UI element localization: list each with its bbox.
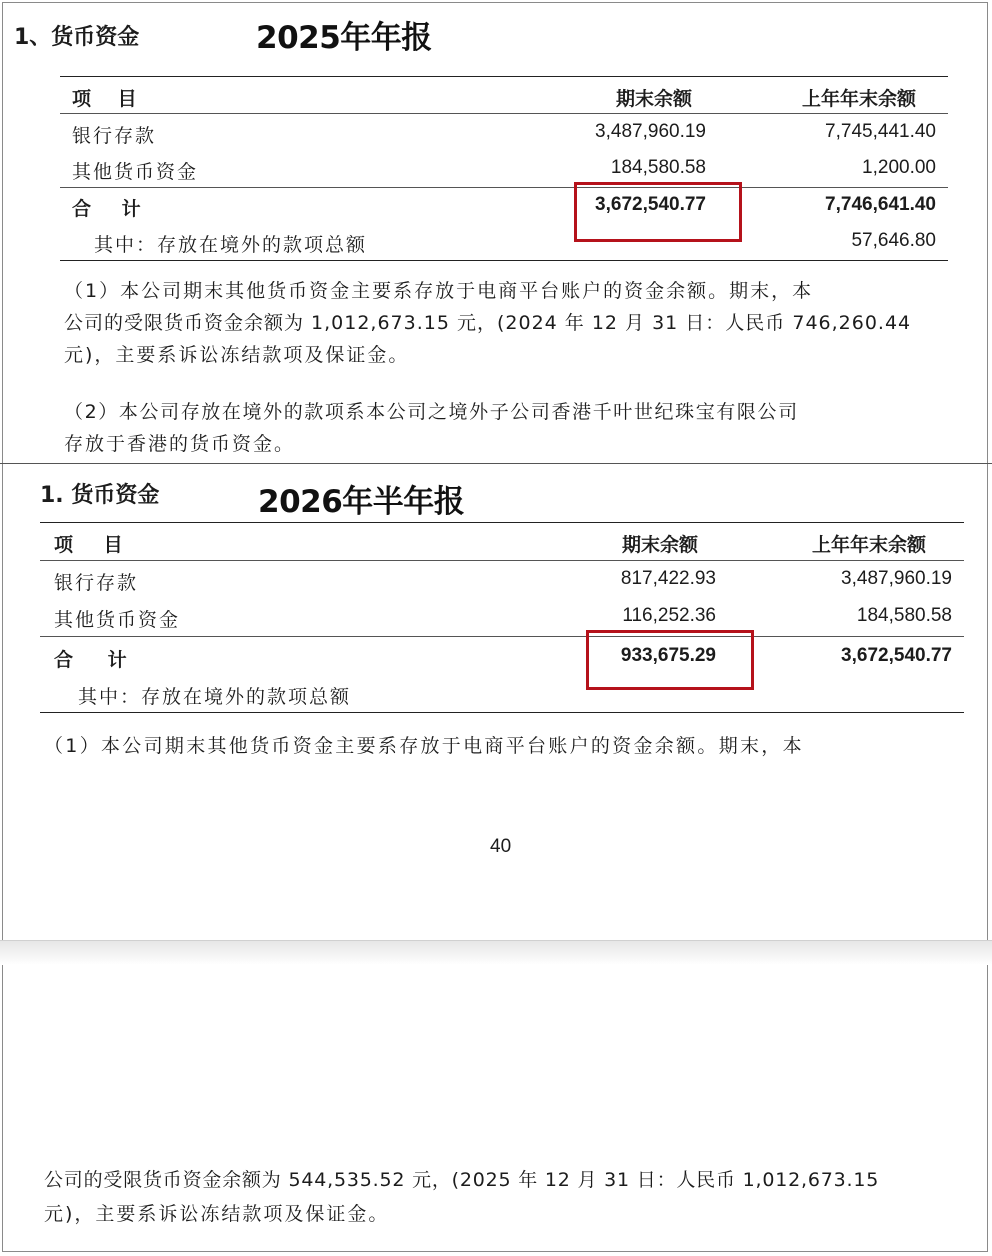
- note-line: 公司的受限货币资金余额为 1,012,673.15 元，(2024 年 12 月 31 日：人民币 746,260.44: [64, 312, 912, 334]
- table-top-rule: [60, 76, 948, 77]
- note-line: （2）本公司存放在境外的款项系本公司之境外子公司香港千叶世纪珠宝有限公司: [64, 401, 799, 423]
- note-line: 元)，主要系诉讼冻结款项及保证金。: [44, 1203, 390, 1225]
- total-end-value: 3,672,540.77: [595, 194, 706, 215]
- report-badge: 2025年年报: [256, 20, 432, 56]
- header-item: 项 目: [54, 534, 135, 556]
- header-prev-balance: 上年年末余额: [802, 88, 917, 110]
- section-title: 1. 货币资金: [40, 483, 160, 508]
- total-label: 合 计: [72, 198, 153, 220]
- total-prev-value: 3,672,540.77: [841, 645, 952, 666]
- page-break: [0, 940, 992, 965]
- highlight-box: [586, 630, 754, 690]
- overseas-label: 其中：存放在境外的款项总额: [78, 686, 352, 708]
- row-prev-value: 184,580.58: [856, 605, 952, 626]
- header-rule: [60, 113, 948, 114]
- row-label: 银行存款: [72, 125, 157, 147]
- total-end-value: 933,675.29: [620, 645, 716, 666]
- row-label: 银行存款: [54, 572, 139, 594]
- table-bottom-rule: [60, 260, 948, 261]
- header-prev-balance: 上年年末余额: [812, 534, 927, 556]
- overseas-prev-value: 57,646.80: [851, 230, 936, 251]
- highlight-box: [574, 182, 742, 242]
- row-label: 其他货币资金: [72, 161, 199, 183]
- header-rule: [40, 560, 964, 561]
- total-label: 合 计: [54, 649, 141, 671]
- row-prev-value: 3,487,960.19: [841, 568, 952, 589]
- total-prev-value: 7,746,641.40: [825, 194, 936, 215]
- note-line: 公司的受限货币资金余额为 544,535.52 元，(2025 年 12 月 31 日：人民币 1,012,673.15: [44, 1169, 880, 1191]
- report-badge: 2026年半年报: [258, 484, 465, 520]
- page-number: 40: [490, 836, 512, 857]
- note-line: 元)，主要系诉讼冻结款项及保证金。: [64, 344, 410, 366]
- overseas-label: 其中：存放在境外的款项总额: [94, 234, 368, 256]
- row-label: 其他货币资金: [54, 609, 181, 631]
- note-line: （1）本公司期末其他货币资金主要系存放于电商平台账户的资金余额。期末，本: [44, 735, 804, 757]
- row-prev-value: 1,200.00: [862, 157, 936, 178]
- header-item: 项 目: [72, 88, 147, 110]
- note-line: （1）本公司期末其他货币资金主要系存放于电商平台账户的资金余额。期末，本: [64, 280, 814, 302]
- total-rule: [60, 187, 948, 188]
- section-divider: [0, 463, 992, 464]
- row-end-value: 116,252.36: [622, 605, 716, 626]
- table-bottom-rule: [40, 712, 964, 713]
- note-line: 存放于香港的货币资金。: [64, 433, 296, 455]
- row-end-value: 3,487,960.19: [595, 121, 706, 142]
- header-end-balance: 期末余额: [616, 88, 693, 110]
- row-end-value: 184,580.58: [610, 157, 706, 178]
- row-end-value: 817,422.93: [620, 568, 716, 589]
- total-rule: [40, 636, 964, 637]
- header-end-balance: 期末余额: [622, 534, 699, 556]
- table-top-rule: [40, 522, 964, 523]
- section-title: 1、货币资金: [14, 25, 140, 50]
- row-prev-value: 7,745,441.40: [825, 121, 936, 142]
